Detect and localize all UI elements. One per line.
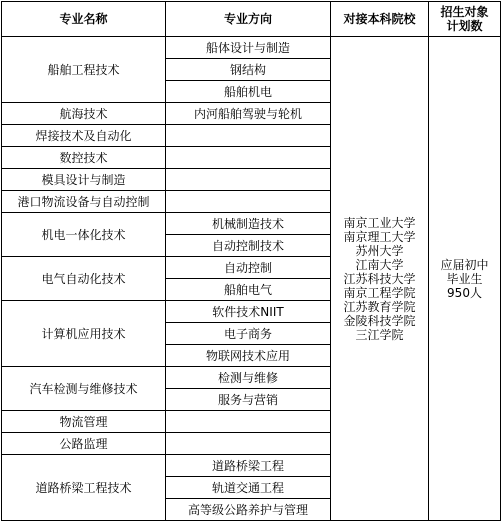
major-cell: 电气自动化技术 [2,257,166,301]
header-major: 专业名称 [2,2,166,37]
direction-cell: 内河船舶驾驶与轮机 [166,103,331,125]
major-cell: 港口物流设备与自动控制 [2,191,166,213]
major-cell: 焊接技术及自动化 [2,125,166,147]
table-row [2,37,501,59]
direction-cell: 钢结构 [166,59,331,81]
direction-cell: 物联网技术应用 [166,345,331,367]
major-cell: 机电一体化技术 [2,213,166,257]
direction-cell: 自动控制技术 [166,235,331,257]
major-cell: 道路桥梁工程技术 [2,455,166,521]
direction-cell: 机械制造技术 [166,213,331,235]
major-cell: 航海技术 [2,103,166,125]
direction-cell: 轨道交通工程 [166,477,331,499]
direction-cell: 自动控制 [166,257,331,279]
major-cell: 计算机应用技术 [2,301,166,367]
header-plan: 招生对象 计划数 [429,2,501,37]
major-cell: 物流管理 [2,411,166,433]
direction-cell-empty [166,411,331,433]
direction-cell-empty [166,433,331,455]
major-cell: 公路监理 [2,433,166,455]
header-university: 对接本科院校 [331,2,429,37]
header-row [2,2,501,37]
direction-cell: 检测与维修 [166,367,331,389]
direction-cell: 船舶电气 [166,279,331,301]
enrollment-table [1,1,501,521]
direction-cell: 软件技术NIIT [166,301,331,323]
direction-cell: 服务与营销 [166,389,331,411]
direction-cell-empty [166,125,331,147]
direction-cell-empty [166,169,331,191]
major-cell: 模具设计与制造 [2,169,166,191]
header-direction: 专业方向 [166,2,331,37]
direction-cell-empty [166,147,331,169]
direction-cell: 船舶机电 [166,81,331,103]
direction-cell-empty [166,191,331,213]
major-cell: 船舶工程技术 [2,37,166,103]
plan-value: 应届初中 毕业生 950人 [429,37,501,521]
major-cell: 汽车检测与维修技术 [2,367,166,411]
direction-cell: 船体设计与制造 [166,37,331,59]
direction-cell: 道路桥梁工程 [166,455,331,477]
university-list: 南京工业大学 南京理工大学 苏州大学 江南大学 江苏科技大学 南京工程学院 江苏教育学院 金陵科技学院 三江学院 [331,37,429,521]
direction-cell: 电子商务 [166,323,331,345]
major-cell: 数控技术 [2,147,166,169]
direction-cell: 高等级公路养护与管理 [166,499,331,521]
